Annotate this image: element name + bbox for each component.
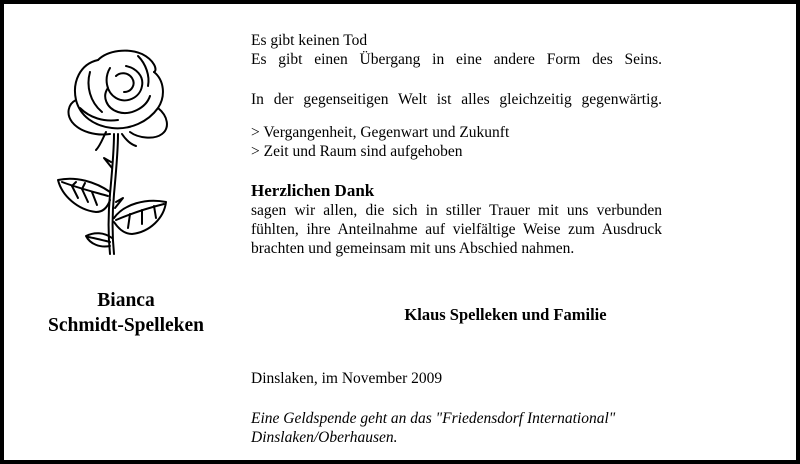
thanks-line-1: sagen wir allen, die sich in stiller Trauer mit uns verbunden: [251, 202, 662, 219]
poem-bullet-2: > Zeit und Raum sind aufgehoben: [251, 143, 463, 160]
donation-note: [251, 409, 615, 447]
poem-bullet-1: > Vergangenheit, Gegenwart und Zukunft: [251, 124, 510, 141]
poem-line-3-block: [251, 90, 662, 109]
poem-line-3: In der gegenseitigen Welt ist alles gleichzeitig gegenwärtig.: [251, 91, 662, 108]
place-date-block: [251, 369, 442, 388]
thanks-heading: Herzlichen Dank: [251, 181, 375, 200]
poem-line-1: Es gibt keinen Tod: [251, 32, 368, 49]
poem-line-2: Es gibt einen Übergang in eine andere Form des Seins.: [251, 51, 662, 68]
poem: [251, 31, 662, 69]
donation-line-1: Eine Geldspende geht an das "Friedensdorf International": [251, 410, 616, 427]
thanks-block: [251, 181, 662, 258]
deceased-name: [20, 288, 232, 338]
signature: Klaus Spelleken und Familie: [404, 305, 607, 324]
thanks-line-2: fühlten, ihre Anteilnahme auf vielfältige Weise zum Ausdruck: [251, 221, 662, 238]
deceased-last-name: Schmidt-Spelleken: [47, 315, 205, 336]
poem-bullets: [251, 123, 509, 161]
thanks-line-3: brachten und gemeinsam mit uns Abschied nahmen.: [251, 240, 575, 257]
deceased-first-name: Bianca: [97, 290, 155, 311]
place-date: Dinslaken, im November 2009: [251, 370, 443, 387]
donation-line-2: Dinslaken/Oberhausen.: [251, 429, 398, 446]
rose-icon: [50, 42, 190, 257]
